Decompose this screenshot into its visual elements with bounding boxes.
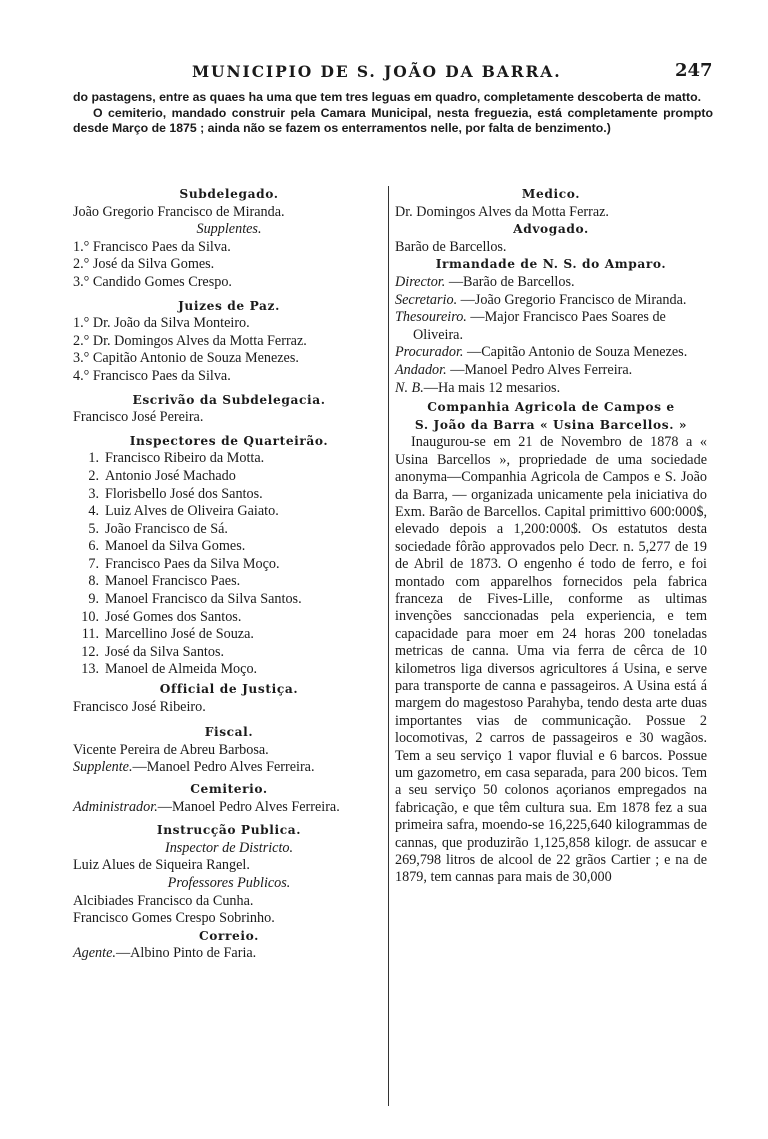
section-heading: S. João da Barra « Usina Barcellos. » (414, 417, 688, 432)
role-label: Agente. (73, 945, 116, 962)
official-name: Francisco José Ribeiro. (73, 698, 206, 715)
list-item: 2.° Dr. Domingos Alves da Motta Ferraz. (73, 332, 307, 349)
list-item (73, 486, 385, 504)
item-number: 12. (81, 643, 99, 660)
item-number: 8. (88, 573, 99, 590)
irmandade-entry (395, 309, 707, 344)
list-item: 1.° Dr. João da Silva Monteiro. (73, 315, 250, 332)
cemiterio-section (73, 781, 385, 816)
list-item (73, 573, 385, 591)
role-name: —Ha mais 12 mesarios. (423, 379, 561, 396)
item-number: 1. (88, 450, 99, 467)
item-number: 11. (81, 626, 99, 643)
section-heading: Fiscal. (204, 725, 254, 740)
escrivao-section (73, 392, 385, 427)
item-name: Marcellino José de Souza. (105, 626, 254, 643)
subdelegado-section (73, 186, 385, 292)
page-number: 247 (675, 60, 713, 81)
section-heading: Cemiterio. (190, 782, 268, 796)
item-name: Antonio José Machado (105, 467, 236, 484)
role-name: —Major Francisco Paes Soares de Oliveira. (413, 309, 666, 343)
role-name: —Manoel Pedro Alves Ferreira. (446, 361, 633, 378)
inspector-districto-heading: Inspector de Districto. (164, 839, 294, 856)
correio-section (73, 928, 385, 963)
list-item (73, 626, 385, 644)
list-item (73, 468, 385, 486)
right-column (395, 186, 707, 887)
role-label: Thesoureiro. (395, 309, 467, 326)
item-number: 4. (88, 503, 99, 520)
escrivao-name: Francisco José Pereira. (73, 409, 204, 426)
role-name: —Albino Pinto de Faria. (115, 945, 257, 962)
supplentes-heading: Supplentes. (196, 221, 262, 238)
item-number: 9. (88, 591, 99, 608)
section-heading: Subdelegado. (179, 187, 279, 201)
instruccao-section (73, 822, 385, 928)
running-header (0, 62, 768, 88)
item-name: Florisbello José dos Santos. (105, 485, 263, 502)
list-item (73, 503, 385, 521)
item-name: Francisco Paes da Silva Moço. (105, 555, 280, 572)
left-column (73, 186, 385, 963)
irmandade-entry (395, 362, 707, 380)
section-heading: Inspectores de Quarteirão. (129, 433, 329, 448)
section-heading: Escrivão da Subdelegacia. (132, 392, 326, 407)
companhia-section (395, 399, 707, 887)
intro-paragraph-2: O cemiterio, mandado construir pela Camara Municipal, nesta freguezia, está completamente prompto desde Março de 1875 ; ainda não se fazem os enterramentos nelle, por falta de benzimento.) (73, 105, 713, 135)
item-name: Manoel Francisco da Silva Santos. (105, 591, 302, 608)
juizes-section (73, 298, 385, 386)
item-number: 10. (81, 608, 99, 625)
medico-name: Dr. Domingos Alves da Motta Ferraz. (395, 203, 609, 220)
irmandade-entry (395, 380, 707, 398)
item-name: Manoel Francisco Paes. (105, 573, 241, 590)
item-number: 2. (88, 467, 99, 484)
companhia-text: Inaugurou-se em 21 de Novembro de 1878 a « Usina Barcellos », propriedade de uma sociedade anonyma—Companhia Agricola de Campos e S. João da Barra, — organizada unicamente pela iniciativa do Exm. Barão de Barcellos. Capital primittivo 600:000$, elevado depois a 1,200:000$. Os estatutos desta sociedade fôrão approvados pelo Decr. n. 5,277 de 19 de Abril de 1873. O engenho é todo de ferro, e foi montado com apparelhos fornecidos pela fabrica franceza de Fives-Lille, conforme as ultimas invenções sanccionadas pela experiencia, e tem capacidade para moer em 24 horas 200 toneladas metricas de canna. Uma via ferra de cêrca de 10 kilometros liga diversos agricultores á Usina, e serve para transporte de canna e passageiros. A Usina está á margem do magestoso Parahyba, tendo desta arte duas importantes vias de communicação. Possue 2 locomotivas, 2 carros de passageiros e 30 wagãos. Tem a seu serviço 1 vapor fluvial e 6 barcos. Possue um gazometro, em casa separada, para 200 bicos. Tem a seu serviço 50 colonos açorianos empregados na fabricação, e que têm cultura sua. Em 1878 fez a sua primeira safra, moendo-se 16,225,640 kilogrammas de cannas, que produzirão 1,125,858 kilogr. de assucar e 269,798 litros de alcool de 22 grãos Cartier ; e na de 1879, tem cannas para mais de 30,000 (395, 434, 707, 886)
page-title: MUNICIPIO DE S. JOÃO DA BARRA. (192, 62, 562, 81)
intro-paragraph-1: do pastagens, entre as quaes ha uma que tem tres leguas em quadro, completamente descoberta de matto. (73, 90, 702, 104)
role-name: —João Gregorio Francisco de Miranda. (457, 291, 687, 308)
list-item (73, 591, 385, 609)
role-label: Andador. (395, 361, 447, 378)
list-item: Francisco Gomes Crespo Sobrinho. (73, 910, 275, 927)
inspectores-section (73, 433, 385, 679)
fiscal-name: Vicente Pereira de Abreu Barbosa. (73, 741, 269, 758)
role-name: —Barão de Barcellos. (445, 273, 575, 290)
item-name: José Gomes dos Santos. (105, 608, 242, 625)
section-heading: Correio. (198, 928, 259, 943)
section-heading: Official de Justiça. (159, 682, 299, 697)
list-item: 2.° José da Silva Gomes. (73, 256, 215, 273)
list-item (73, 538, 385, 556)
intro-text (73, 90, 713, 137)
item-name: Francisco Ribeiro da Motta. (105, 450, 265, 467)
list-item: 3.° Candido Gomes Crespo. (73, 273, 232, 290)
section-heading: Irmandade de N. S. do Amparo. (435, 257, 667, 272)
list-item (73, 644, 385, 662)
item-name: Manoel de Almeida Moço. (105, 661, 258, 678)
inspectores-list (73, 450, 385, 679)
item-number: 3. (88, 485, 99, 502)
list-item: 1.° Francisco Paes da Silva. (73, 238, 231, 255)
section-heading: Medico. (521, 187, 581, 201)
role-name: —Capitão Antonio de Souza Menezes. (463, 344, 688, 361)
list-item (73, 609, 385, 627)
cemiterio-admin (73, 799, 385, 817)
subdelegado-name: João Gregorio Francisco de Miranda. (73, 203, 285, 220)
item-name: Luiz Alves de Oliveira Gaiato. (105, 503, 279, 520)
irmandade-entry (395, 292, 707, 310)
inspector-districto-name: Luiz Alues de Siqueira Rangel. (73, 857, 250, 874)
role-label: Procurador. (395, 344, 464, 361)
advogado-name: Barão de Barcellos. (395, 238, 507, 255)
fiscal-supplente (73, 759, 385, 777)
medico-section (395, 186, 707, 221)
role-label: Supplente. (73, 759, 133, 776)
item-number: 6. (88, 538, 99, 555)
list-item (73, 556, 385, 574)
item-name: João Francisco de Sá. (105, 520, 228, 537)
list-item: 3.° Capitão Antonio de Souza Menezes. (73, 350, 299, 367)
list-item: 4.° Francisco Paes da Silva. (73, 367, 231, 384)
section-heading: Companhia Agricola de Campos e (427, 400, 675, 415)
official-section (73, 681, 385, 716)
irmandade-entry (395, 344, 707, 362)
irmandade-list (395, 274, 707, 397)
item-number: 7. (88, 555, 99, 572)
irmandade-section (395, 256, 707, 397)
role-label: Administrador. (73, 798, 158, 815)
item-number: 13. (81, 661, 99, 678)
fiscal-section (73, 724, 385, 777)
section-heading: Juizes de Paz. (178, 298, 280, 313)
list-item (73, 521, 385, 539)
role-name: —Manoel Pedro Alves Ferreira. (132, 759, 315, 776)
professores-heading: Professores Publicos. (167, 874, 291, 891)
section-heading: Advogado. (513, 222, 589, 237)
advogado-section (395, 221, 707, 256)
correio-agente (73, 945, 385, 963)
role-name: —Manoel Pedro Alves Ferreira. (157, 798, 340, 815)
list-item: Alcibiades Francisco da Cunha. (73, 892, 254, 909)
column-divider (388, 186, 389, 1106)
list-item (73, 661, 385, 679)
role-label: N. B. (395, 379, 424, 396)
role-label: Director. (395, 273, 446, 290)
list-item (73, 450, 385, 468)
irmandade-entry (395, 274, 707, 292)
role-label: Secretario. (395, 291, 458, 308)
item-name: Manoel da Silva Gomes. (105, 538, 246, 555)
section-heading: Instrucção Publica. (156, 823, 302, 838)
item-name: José da Silva Santos. (105, 643, 225, 660)
item-number: 5. (88, 520, 99, 537)
